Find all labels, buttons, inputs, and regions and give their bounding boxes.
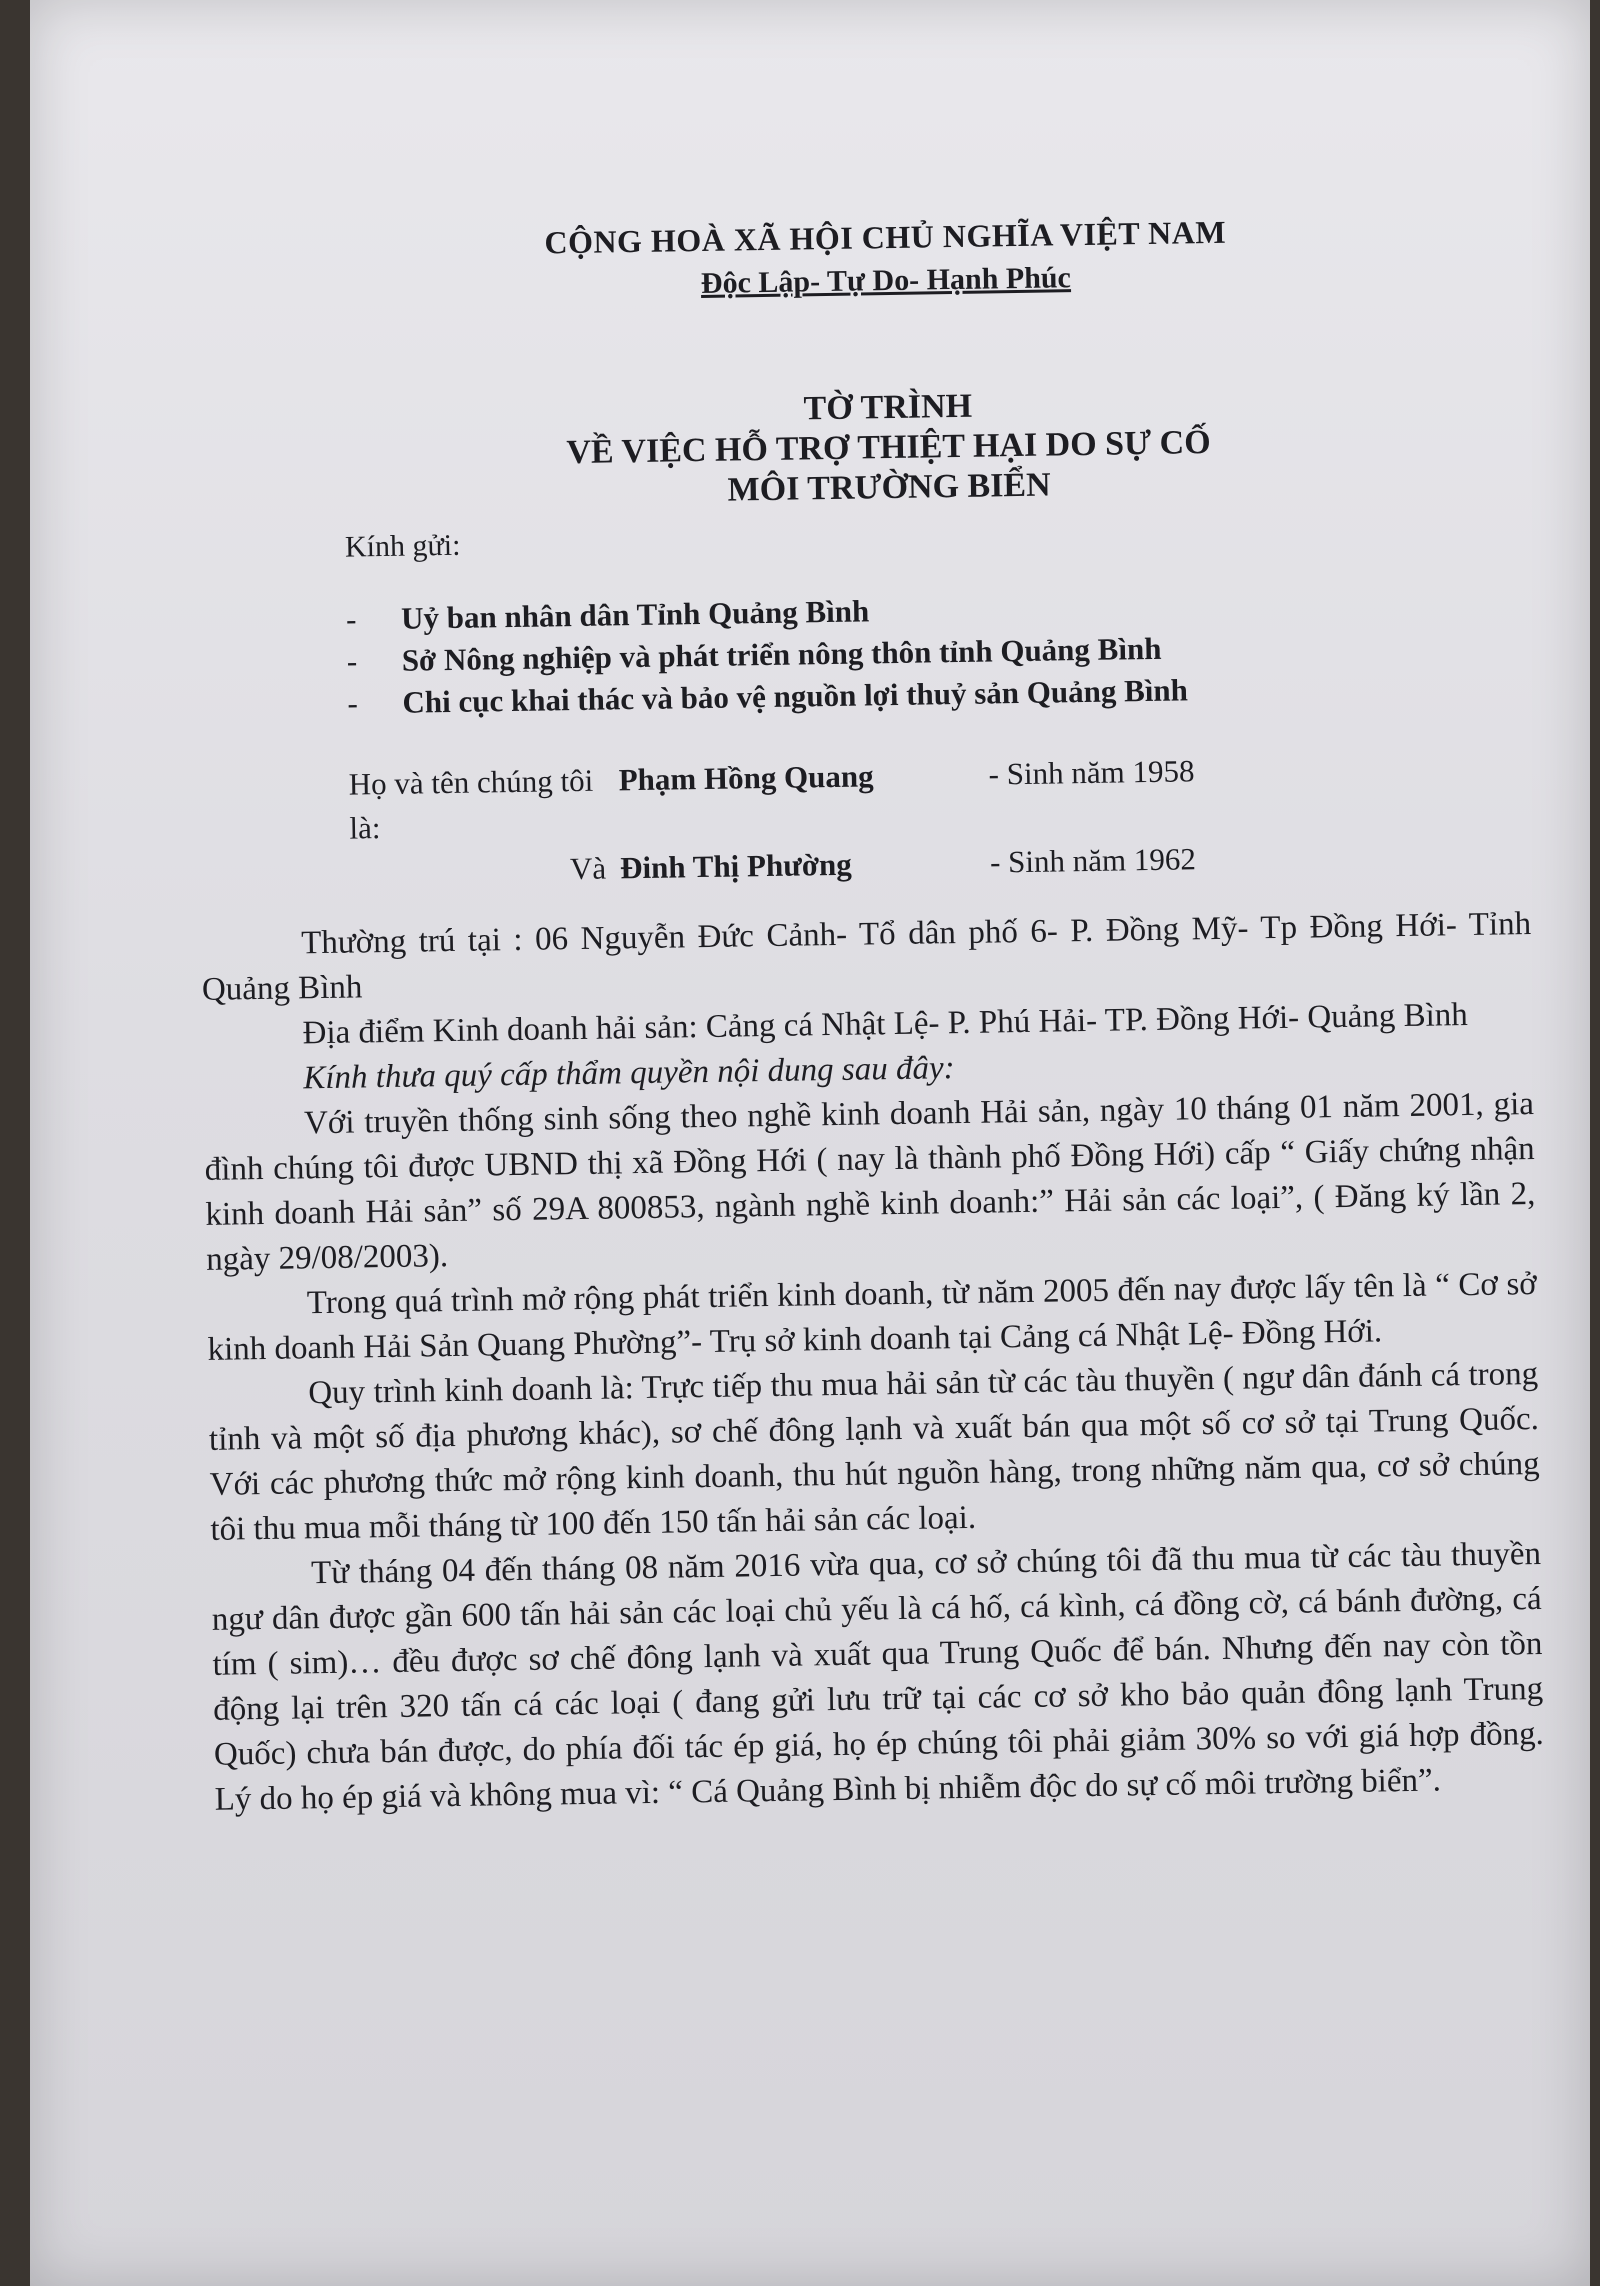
national-title: CỘNG HOÀ XÃ HỘI CHỦ NGHĨA VIỆT NAM: [544, 213, 1227, 261]
document-title-line3: MÔI TRƯỜNG BIỂN: [727, 466, 1051, 509]
recipients-label: Kính gửi:: [344, 528, 461, 564]
paragraph: Trong quá trình mở rộng phát triển kinh doanh, từ năm 2005 đến nay được lấy tên là “ Cơ sở kinh doanh Hải Sản Quang Phường”- Trụ sở kinh doanh tại Cảng cá Nhật Lệ- Đồng Hới.: [207, 1265, 1538, 1368]
recipient-item: - Chi cục khai thác và bảo vệ nguồn lợi thuỷ sản Quảng Bình: [347, 664, 1528, 725]
document-title-line2: VỀ VIỆC HỖ TRỢ THIỆT HẠI DO SỰ CỐ: [566, 423, 1211, 472]
recipients-list: [196, 580, 1528, 727]
body-text: [201, 902, 1545, 1823]
national-motto: Độc Lập- Tự Do- Hạnh Phúc: [700, 261, 1072, 300]
paragraph: Với truyền thống sinh sống theo nghề kinh doanh Hải sản, ngày 10 tháng 01 năm 2001, gia đình chúng tôi được UBND thị xã Đồng Hới ( nay là thành phố Đồng Hới) cấp “ Giấy chứng nhận kinh doanh Hải sản” số 29A 800853, ngành nghề kinh doanh:” Hải sản các loại”, ( Đăng ký lần 2, ngày 29/08/2003).: [204, 1086, 1536, 1278]
paragraph-business-location: Địa điểm Kinh doanh hải sản: Cảng cá Nhật Lệ- P. Phú Hải- TP. Đồng Hới- Quảng Bình: [302, 997, 1469, 1052]
recipient-item: - Sở Nông nghiệp và phát triển nông thôn tỉnh Quảng Bình: [346, 622, 1527, 683]
paragraph-address: Thường trú tại : 06 Nguyễn Đức Cảnh- Tổ dân phố 6- P. Đồng Mỹ- Tp Đồng Hới- Tỉnh Quảng Bình: [201, 906, 1532, 1008]
recipient-item: - Uỷ ban nhân dân Tỉnh Quảng Bình: [346, 580, 1527, 641]
paragraph: Quy trình kinh doanh là: Trực tiếp thu mua hải sản từ các tàu thuyền ( ngư dân đánh cá trong tỉnh và một số địa phương khác), sơ chế đông lạnh và xuất bán qua một số cơ sở tại Trung Quốc. Với các phương thức mở rộng kinh doanh, thu hút nguồn hàng, trong những năm qua, cơ sở chúng tôi thu mua mỗi tháng từ 100 đến 150 tấn hải sản các loại.: [208, 1355, 1540, 1548]
applicants-intro: Họ và tên chúng tôi là:: [348, 762, 594, 846]
applicant-birth-year: - Sinh năm 1962: [989, 841, 1197, 880]
applicants-and: Và: [569, 850, 607, 887]
document-body: [190, 209, 1545, 1823]
applicant-name: Đinh Thị Phường: [619, 846, 852, 886]
document-title-line1: TỜ TRÌNH: [803, 387, 973, 428]
applicant-name: Phạm Hồng Quang: [618, 758, 874, 798]
paragraph: Từ tháng 04 đến tháng 08 năm 2016 vừa qua, cơ sở chúng tôi đã thu mua từ các tàu thuyền ngư dân được gần 600 tấn hải sản các loại chủ yếu là cá hố, cá kình, cá đồng cờ, cá bánh đường, cá tím ( sim)… đều được sơ chế đông lạnh và xuất qua Trung Quốc để bán. Nhưng đến nay còn tồn động lại trên 320 tấn cá các loại ( đang gửi lưu trữ tại các cơ sở kho bảo quản đông lạnh Trung Quốc) chưa bán được, do phía đối tác ép giá, họ ép chúng tôi phải giảm 30% so với giá hợp đồng. Lý do họ ép giá và không mua vì: “ Cá Quảng Bình bị nhiễm độc do sự cố môi trường biển”.: [211, 1535, 1545, 1818]
applicants-block: [348, 744, 1530, 895]
paper-sheet: [30, 0, 1590, 2286]
paragraph-salutation: Kính thưa quý cấp thẩm quyền nội dung sau đây:: [303, 1050, 955, 1097]
applicant-birth-year: - Sinh năm 1958: [988, 753, 1195, 792]
